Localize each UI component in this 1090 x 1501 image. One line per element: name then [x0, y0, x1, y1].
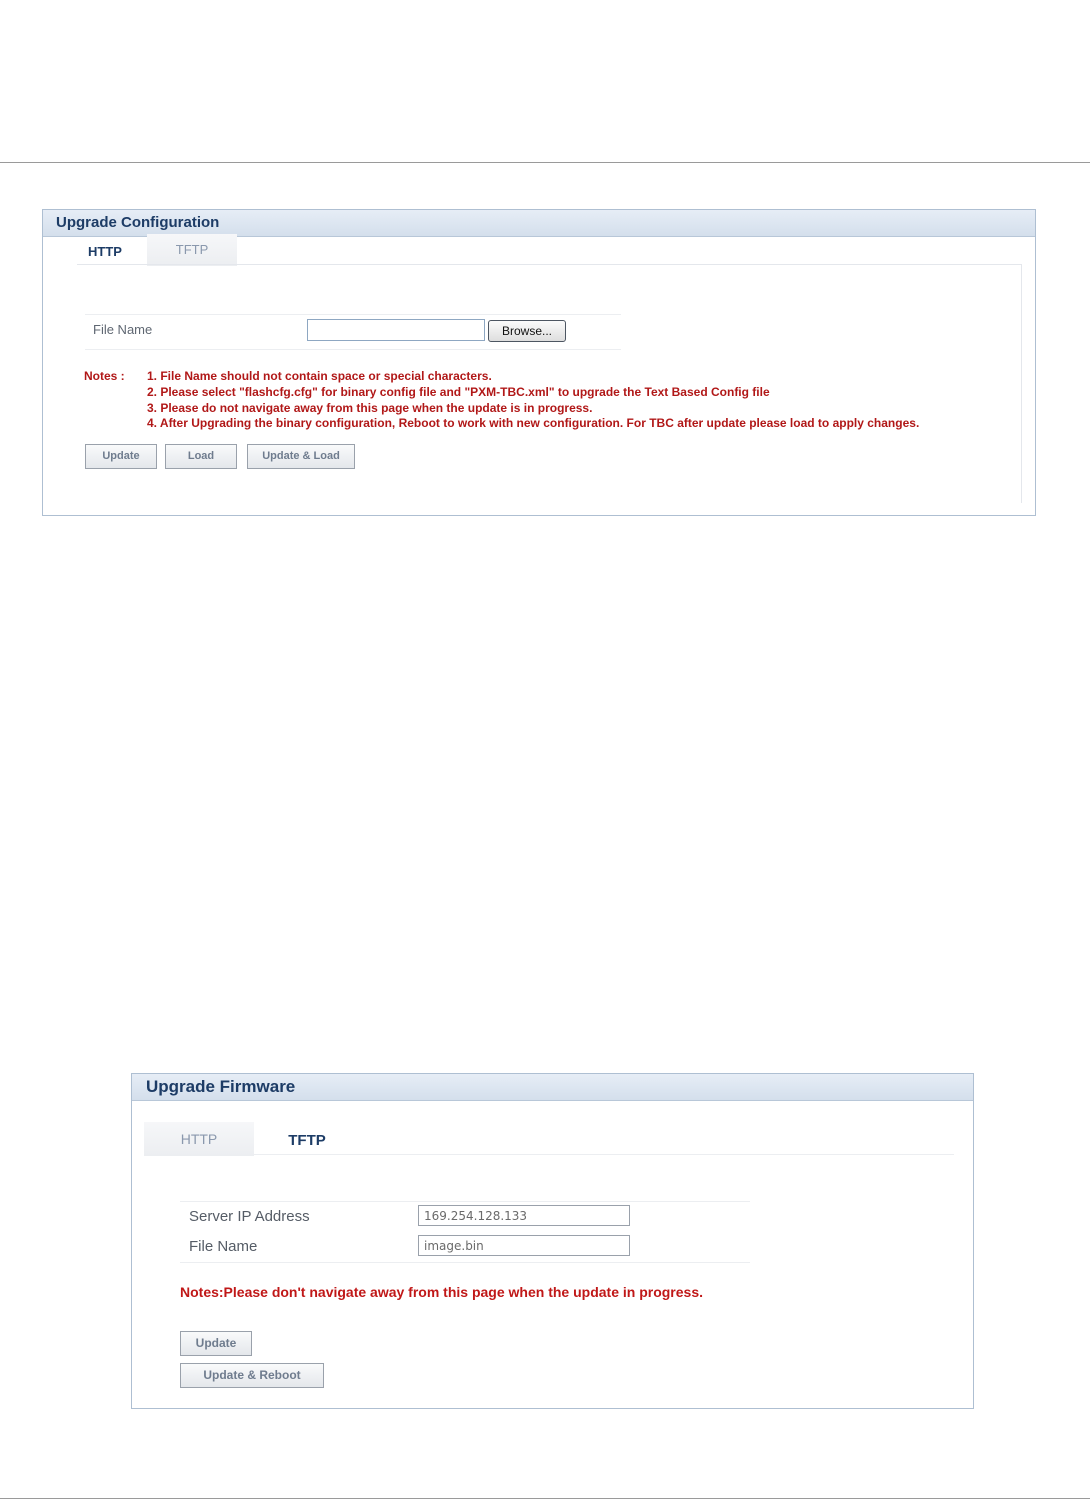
server-ip-input[interactable]: 169.254.128.133	[418, 1205, 630, 1226]
server-ip-label: Server IP Address	[189, 1208, 310, 1225]
panel-title: Upgrade Firmware	[132, 1074, 973, 1101]
tab-http[interactable]: HTTP	[88, 244, 122, 259]
file-name-input[interactable]: image.bin	[418, 1235, 630, 1256]
update-reboot-button[interactable]: Update & Reboot	[180, 1363, 324, 1388]
notes-label: Notes :	[84, 369, 125, 383]
note-4: 4. After Upgrading the binary configuration, Reboot to work with new configuration. For TBC after update please load to apply changes.	[147, 416, 920, 430]
upgrade-configuration-panel	[42, 209, 1036, 516]
tab-tftp[interactable]: TFTP	[147, 234, 237, 266]
load-button[interactable]: Load	[165, 444, 237, 469]
update-button[interactable]: Update	[180, 1331, 252, 1356]
upgrade-firmware-panel	[131, 1073, 974, 1409]
browse-button[interactable]: Browse...	[488, 320, 566, 342]
update-load-button[interactable]: Update & Load	[247, 444, 355, 469]
note-2: 2. Please select "flashcfg.cfg" for binary config file and "PXM-TBC.xml" to upgrade the Text Based Config file	[147, 385, 770, 399]
notes-text: Notes:Please don't navigate away from this page when the update in progress.	[180, 1284, 703, 1300]
tab-tftp[interactable]: TFTP	[288, 1132, 326, 1149]
file-name-label: File Name	[93, 322, 153, 337]
file-name-input[interactable]	[307, 319, 485, 341]
bottom-divider	[0, 1498, 1090, 1499]
tab-http[interactable]: HTTP	[144, 1122, 254, 1156]
note-3: 3. Please do not navigate away from this page when the update is in progress.	[147, 401, 593, 415]
top-divider	[0, 162, 1090, 163]
panel-title: Upgrade Configuration	[43, 210, 1035, 237]
note-1: 1. File Name should not contain space or special characters.	[147, 369, 492, 383]
tab-divider	[254, 1154, 954, 1155]
file-name-label: File Name	[189, 1238, 258, 1255]
update-button[interactable]: Update	[85, 444, 157, 469]
